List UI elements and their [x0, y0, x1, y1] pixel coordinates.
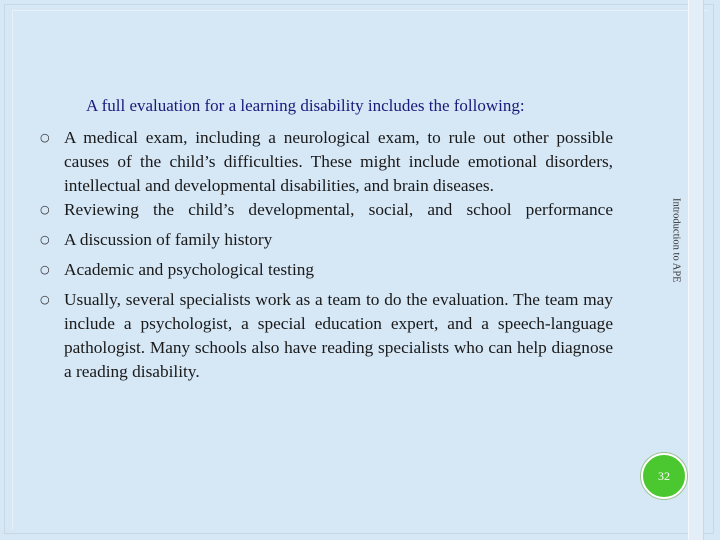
right-decorative-band — [688, 0, 704, 540]
page-number: 32 — [658, 468, 670, 483]
hollow-circle-bullet-icon: ○ — [40, 233, 50, 246]
hollow-circle-bullet-icon: ○ — [40, 263, 50, 276]
hollow-circle-bullet-icon: ○ — [40, 293, 50, 306]
bullet-text: Academic and psychological testing — [64, 260, 315, 279]
side-label — [668, 190, 684, 290]
bullet-item — [40, 288, 613, 384]
bullet-text: A discussion of family history — [64, 230, 273, 249]
bullet-item — [40, 126, 613, 198]
bullet-item — [40, 228, 613, 252]
page-number-badge — [641, 453, 687, 499]
bullet-item — [40, 198, 613, 222]
bullet-text: Reviewing the child’s developmental, social, and school performance — [64, 200, 613, 219]
hollow-circle-bullet-icon: ○ — [40, 203, 50, 216]
bullet-item — [40, 258, 613, 282]
bullet-text: A medical exam, including a neurological exam, to rule out other possible causes of the child’s difficulties. These might include emotional disorders, intellectual and developmental disabilities, and brain diseases. — [64, 128, 613, 195]
hollow-circle-bullet-icon: ○ — [40, 131, 50, 144]
bullet-list — [40, 126, 613, 384]
side-label-text: Introduction to APE — [670, 197, 682, 283]
intro-text: A full evaluation for a learning disability includes the following: — [86, 96, 525, 115]
bullet-text: Usually, several specialists work as a team to do the evaluation. The team may include a psychologist, a special education expert, and a speech-language pathologist. Many schools also have reading specialists who can help diagnose a reading disability. — [64, 290, 613, 381]
